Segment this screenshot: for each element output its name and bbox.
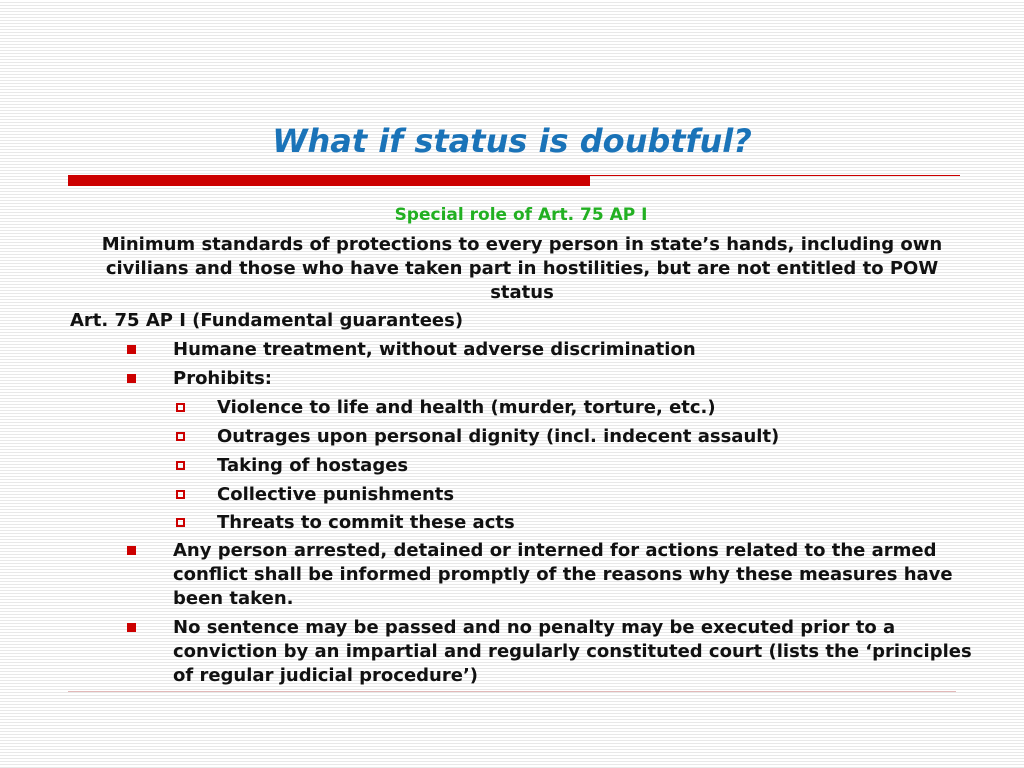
hollow-square-bullet-icon bbox=[176, 461, 185, 470]
hollow-square-bullet-icon bbox=[176, 432, 185, 441]
sub-bullet-item: Threats to commit these acts bbox=[217, 512, 515, 533]
hollow-square-bullet-icon bbox=[176, 490, 185, 499]
bullet-item: Humane treatment, without adverse discrimination bbox=[173, 339, 696, 360]
section-heading: Art. 75 AP I (Fundamental guarantees) bbox=[70, 310, 464, 331]
sub-bullet-item: Collective punishments bbox=[217, 484, 455, 505]
filled-square-bullet-icon bbox=[127, 623, 136, 632]
subtitle: Special role of Art. 75 AP I bbox=[394, 205, 648, 225]
intro-paragraph: Minimum standards of protections to every person in state’s hands, including own civilians and those who have taken part in hostilities, but are not entitled to POW status bbox=[101, 234, 943, 303]
hollow-square-bullet-icon bbox=[176, 403, 185, 412]
title-underline-line bbox=[590, 175, 960, 176]
sub-bullet-item: Violence to life and health (murder, torture, etc.) bbox=[217, 397, 716, 418]
bottom-divider bbox=[68, 691, 956, 692]
bullet-item: Any person arrested, detained or interned for actions related to the armed conflict shall be informed promptly of the reasons why these measures have been taken. bbox=[173, 540, 953, 609]
bullet-item: Prohibits: bbox=[173, 368, 272, 389]
filled-square-bullet-icon bbox=[127, 374, 136, 383]
slide-title: What if status is doubtful? bbox=[272, 122, 752, 160]
filled-square-bullet-icon bbox=[127, 345, 136, 354]
bullet-item: No sentence may be passed and no penalty may be executed prior to a conviction by an impartial and regularly constituted court (lists the ‘principles of regular judicial procedure’) bbox=[173, 617, 972, 686]
sub-bullet-item: Outrages upon personal dignity (incl. indecent assault) bbox=[217, 426, 780, 447]
hollow-square-bullet-icon bbox=[176, 518, 185, 527]
title-underline-bar bbox=[68, 175, 590, 186]
sub-bullet-item: Taking of hostages bbox=[217, 455, 409, 476]
filled-square-bullet-icon bbox=[127, 546, 136, 555]
